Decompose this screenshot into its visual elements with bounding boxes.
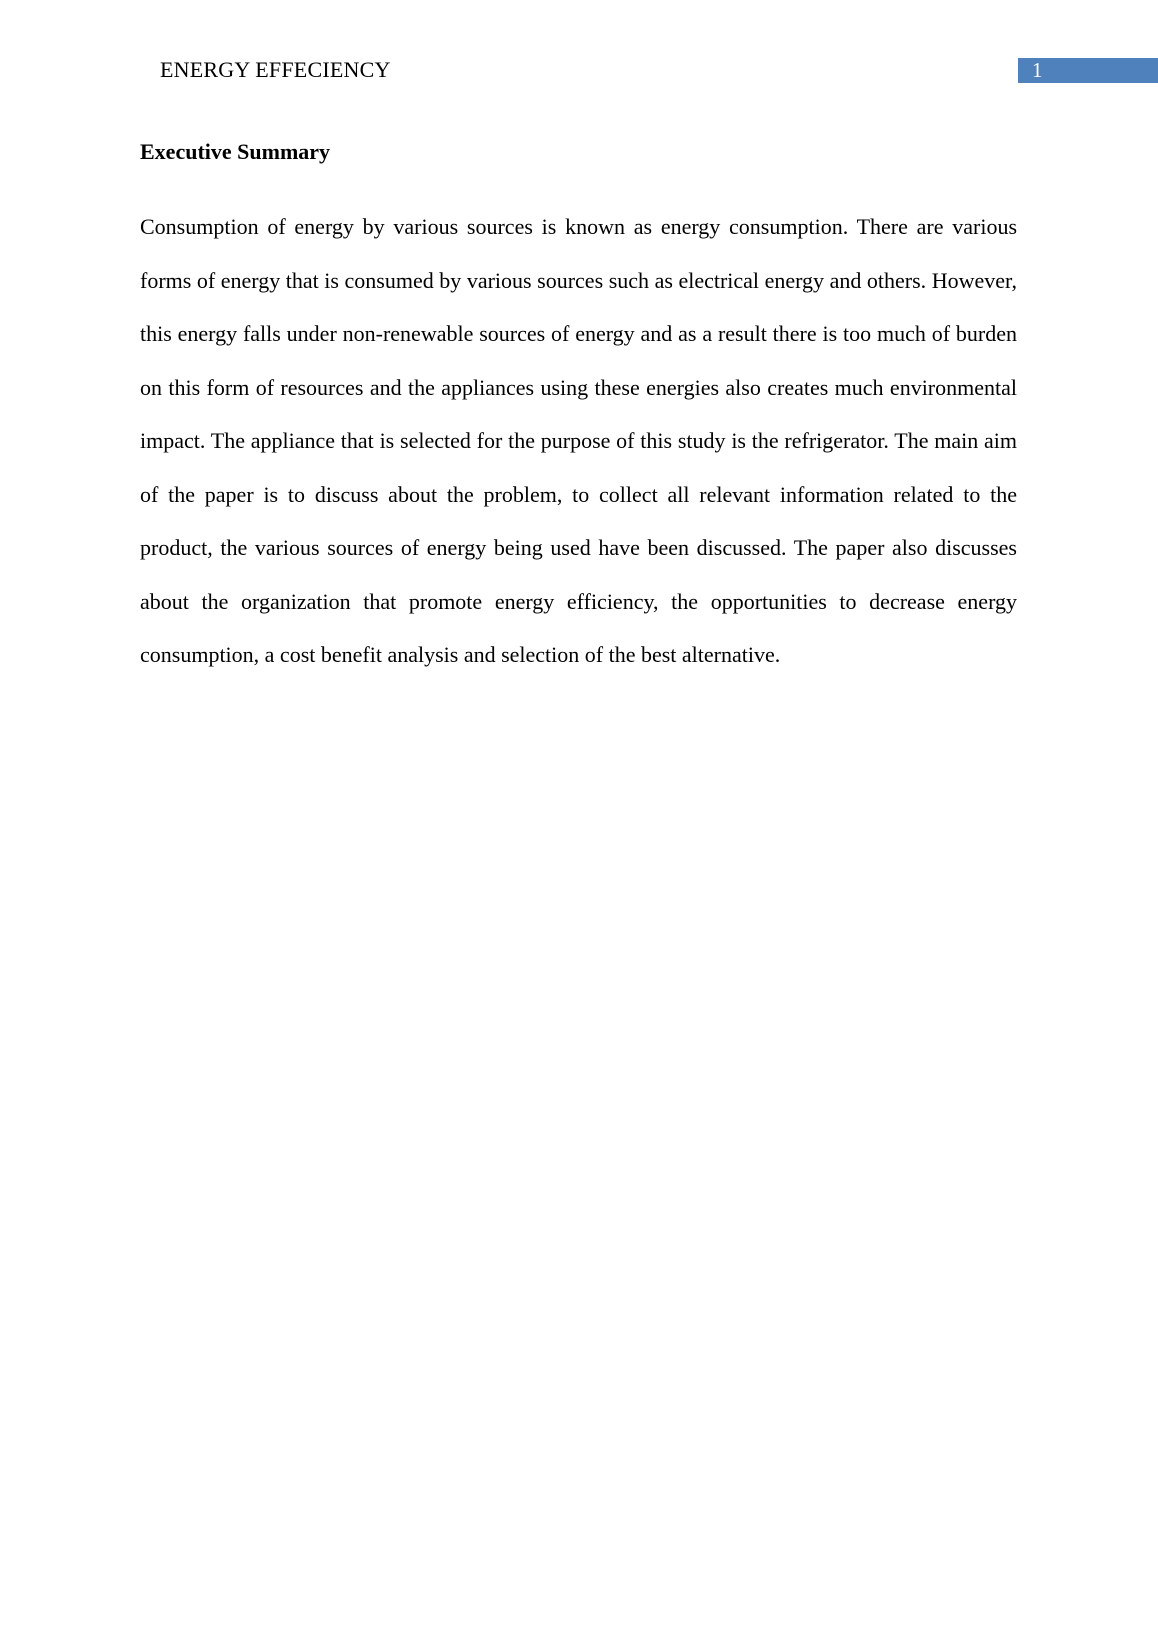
summary-paragraph: Consumption of energy by various sources is known as energy consumption. There are various forms of energy that is consumed by various sources such as electrical energy and others. However, this energy falls under non-renewable sources of energy and as a result there is too much of burden on this form of resources and the appliances using these energies also creates much environmental impact. The appliance that is selected for the purpose of this study is the refrigerator. The main aim of the paper is to discuss about the problem, to collect all relevant information related to the product, the various sources of energy being used have been discussed. The paper also discusses about the organization that promote energy efficiency, the opportunities to decrease energy consumption, a cost benefit analysis and selection of the best alternative. bbox=[140, 214, 1017, 667]
running-header-title: ENERGY EFFECIENCY bbox=[160, 57, 391, 82]
page-number: 1 bbox=[1032, 58, 1043, 82]
page-number-badge bbox=[1018, 58, 1158, 83]
section-heading: Executive Summary bbox=[140, 139, 331, 164]
